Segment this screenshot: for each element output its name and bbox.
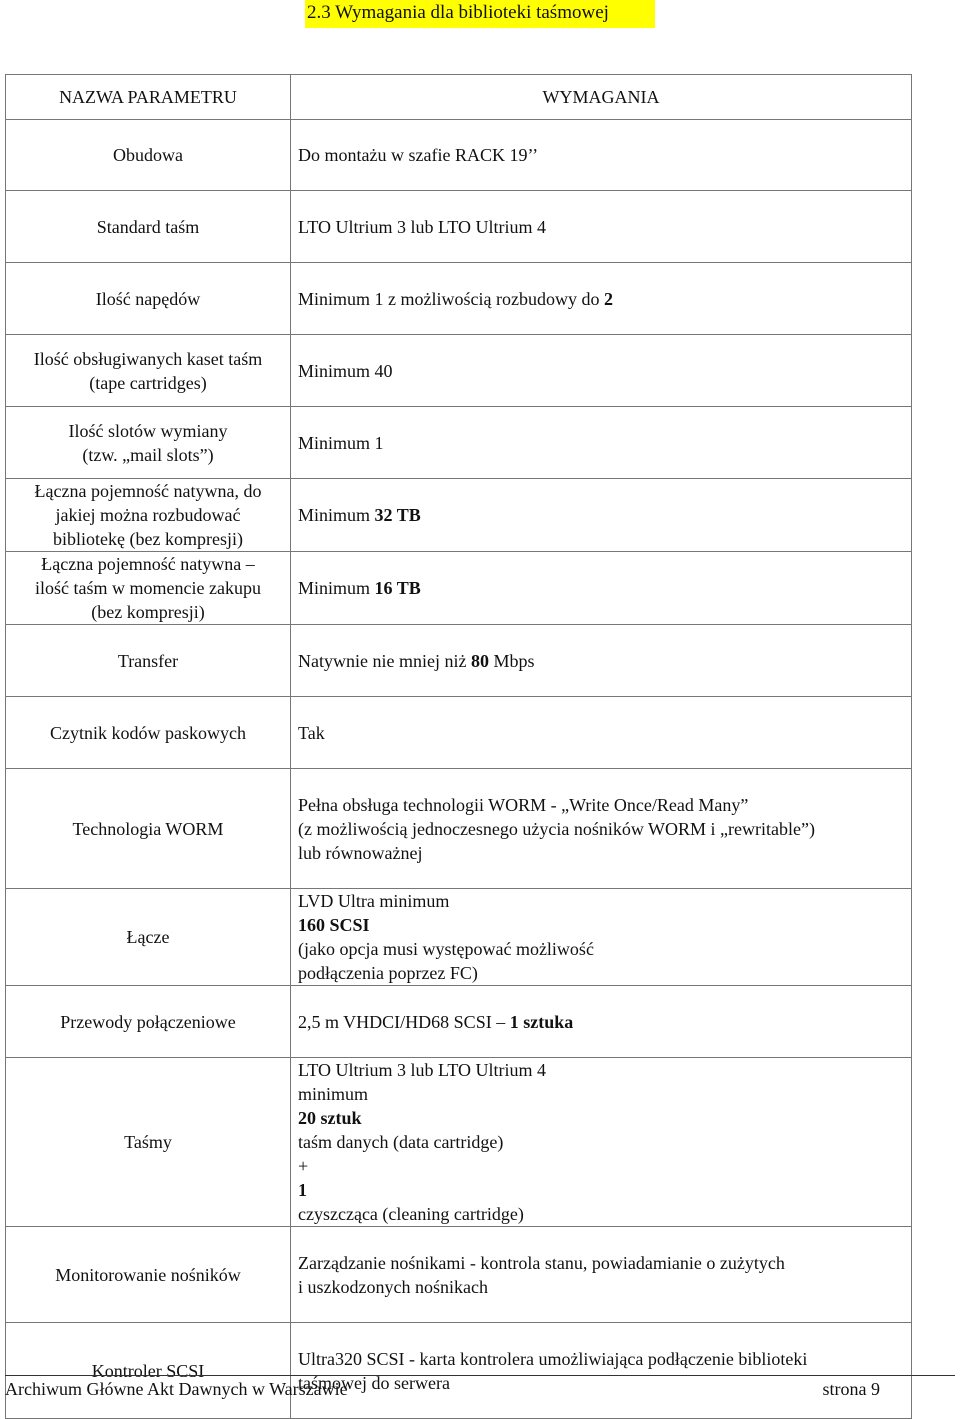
req-text: Minimum	[298, 578, 375, 598]
header-req: WYMAGANIA	[291, 75, 912, 120]
table-row	[6, 1058, 912, 1227]
requirements-table	[5, 74, 912, 1419]
table-row	[6, 769, 912, 889]
req-bold: 20 sztuk	[298, 1108, 362, 1128]
req-line: Zarządzanie nośnikami - kontrola stanu, powiadamianie o zużytych	[298, 1252, 785, 1273]
table-row	[6, 263, 912, 335]
req-bold: 32 TB	[374, 505, 421, 525]
req-cell	[291, 889, 912, 986]
param-cell: Przewody połączeniowe	[6, 986, 291, 1058]
req-text: Mbps	[488, 650, 535, 671]
param-cell: Standard taśm	[6, 191, 291, 263]
req-cell: Minimum 40	[291, 335, 912, 407]
param-line: Ilość obsługiwanych kaset taśm	[33, 348, 263, 369]
header-param: NAZWA PARAMETRU	[6, 75, 291, 120]
req-cell	[291, 769, 912, 889]
table-row	[6, 120, 912, 191]
table-row	[6, 479, 912, 552]
req-cell: LTO Ultrium 3 lub LTO Ultrium 4	[291, 191, 912, 263]
table-row	[6, 1323, 912, 1419]
param-line: ilość taśm w momencie zakupu	[35, 578, 261, 598]
req-bold: 1 sztuka	[509, 1011, 574, 1032]
param-cell: Czytnik kodów paskowych	[6, 697, 291, 769]
req-bold: 160 SCSI	[298, 915, 370, 935]
req-line: lub równoważnej	[298, 842, 423, 863]
req-text: Minimum 1 z możliwością rozbudowy do	[298, 288, 604, 309]
req-cell: Do montażu w szafie RACK 19’’	[291, 120, 912, 191]
param-line: bibliotekę (bez kompresji)	[53, 529, 243, 549]
req-line: podłączenia poprzez FC)	[298, 963, 478, 983]
req-cell: Tak	[291, 697, 912, 769]
param-cell: Technologia WORM	[6, 769, 291, 889]
req-cell	[291, 479, 912, 552]
req-cell	[291, 1058, 912, 1227]
req-bold: 16 TB	[374, 578, 421, 598]
req-line: LTO Ultrium 3 lub LTO Ultrium 4	[298, 1060, 547, 1080]
table-row	[6, 552, 912, 625]
param-cell: Ilość napędów	[6, 263, 291, 335]
param-cell: Obudowa	[6, 120, 291, 191]
footer-page-number: strona 9	[822, 1379, 880, 1399]
req-cell: Minimum 1	[291, 407, 912, 479]
param-cell: Monitorowanie nośników	[6, 1227, 291, 1323]
req-bold: 1	[298, 1180, 307, 1200]
param-line: (bez kompresji)	[91, 602, 205, 622]
table-row	[6, 986, 912, 1058]
param-cell: Taśmy	[6, 1058, 291, 1227]
param-cell	[6, 335, 291, 407]
req-cell	[291, 625, 912, 697]
footer-archive-name: Archiwum Główne Akt Dawnych w Warszawie	[5, 1379, 348, 1399]
table-row	[6, 335, 912, 407]
req-bold: 2	[603, 288, 613, 309]
param-line: Łączna pojemność natywna, do	[34, 481, 262, 501]
req-line: Pełna obsługa technologii WORM - „Write Once/Read Many”	[298, 794, 749, 815]
req-text: taśm danych (data cartridge)	[298, 1132, 504, 1152]
req-text: Natywnie nie mniej niż	[298, 650, 471, 671]
req-cell	[291, 1323, 912, 1419]
table-row	[6, 625, 912, 697]
req-text: +	[298, 1156, 309, 1176]
req-text: LVD Ultra minimum	[298, 891, 450, 911]
req-line: taśmowej do serwera	[298, 1372, 450, 1393]
param-cell: Łącze	[6, 889, 291, 986]
req-cell	[291, 986, 912, 1058]
param-line: Łączna pojemność natywna –	[41, 554, 255, 574]
req-line: Ultra320 SCSI - karta kontrolera umożliwiająca podłączenie biblioteki	[298, 1348, 808, 1369]
req-text: Minimum	[298, 505, 375, 525]
req-line	[298, 1154, 911, 1226]
param-line: jakiej można rozbudować	[55, 505, 241, 525]
req-cell	[291, 263, 912, 335]
table-row	[6, 191, 912, 263]
req-bold: 80	[470, 650, 489, 671]
param-cell: Kontroler SCSI	[6, 1323, 291, 1419]
req-text: (jako opcja musi występować możliwość	[298, 939, 594, 959]
param-line: Ilość slotów wymiany	[68, 420, 228, 441]
param-cell: Transfer	[6, 625, 291, 697]
req-text: minimum	[298, 1084, 369, 1104]
param-line: (tzw. „mail slots”)	[82, 444, 214, 465]
table-row	[6, 697, 912, 769]
param-cell	[6, 552, 291, 625]
table-header-row	[6, 75, 912, 120]
table-row	[6, 407, 912, 479]
section-heading: 2.3 Wymagania dla biblioteki taśmowej	[305, 0, 655, 28]
req-text: czyszcząca (cleaning cartridge)	[298, 1204, 524, 1224]
req-line	[298, 889, 911, 961]
table-row	[6, 889, 912, 986]
req-line	[298, 1082, 911, 1154]
req-cell	[291, 552, 912, 625]
footer-divider	[5, 1375, 955, 1376]
param-line: (tape cartridges)	[89, 372, 207, 393]
req-line: i uszkodzonych nośnikach	[298, 1276, 488, 1297]
table-row	[6, 1227, 912, 1323]
req-cell	[291, 1227, 912, 1323]
req-line: (z możliwością jednoczesnego użycia nośników WORM i „rewritable”)	[298, 818, 815, 839]
param-cell	[6, 407, 291, 479]
req-text: 2,5 m VHDCI/HD68 SCSI –	[298, 1011, 510, 1032]
param-cell	[6, 479, 291, 552]
